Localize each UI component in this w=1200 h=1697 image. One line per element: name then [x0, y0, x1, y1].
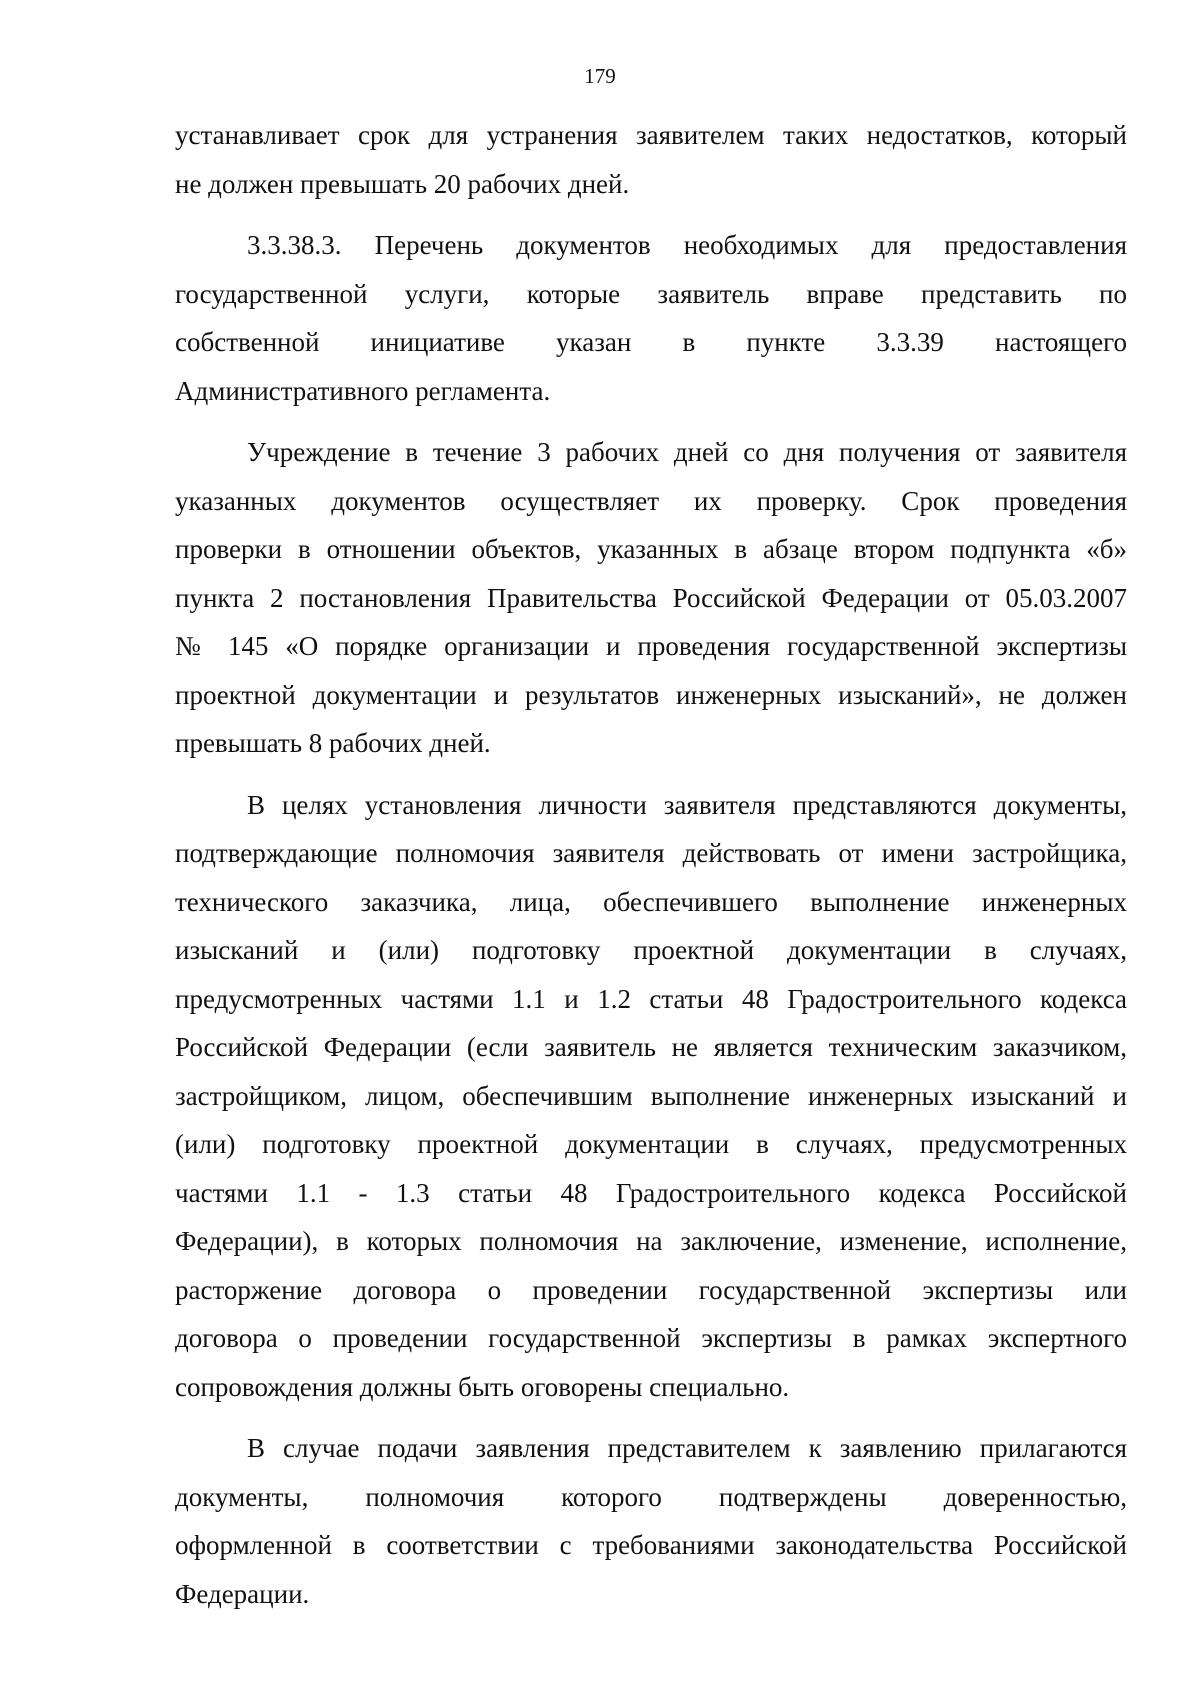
text-line: изысканий и (или) подготовку проектной документации в случаях, [175, 935, 1127, 965]
text-line: превышать 8 рабочих дней. [175, 728, 491, 758]
text-line: Российской Федерации (если заявитель не является техническим заказчиком, [175, 1032, 1127, 1062]
text-line: пункта 2 постановления Правительства Российской Федерации от 05.03.2007 [175, 582, 1127, 613]
text-line: подтверждающие полномочия заявителя действовать от имени застройщика, [175, 838, 1127, 868]
text-line: Учреждение в течение 3 рабочих дней со дня получения от заявителя [247, 437, 1127, 467]
text-line: В целях установления личности заявителя представляются документы, [247, 789, 1127, 820]
text-line: Федерации), в которых полномочия на заключение, изменение, исполнение, [175, 1226, 1127, 1256]
text-line: оформленной в соответствии с требованиями законодательства Российской [175, 1530, 1127, 1560]
text-line: застройщиком, лицом, обеспечившим выполнение инженерных изысканий и [175, 1080, 1127, 1111]
text-line: документы, полномочия которого подтверждены доверенностью, [175, 1481, 1127, 1512]
text-line: предусмотренных частями 1.1 и 1.2 статьи 48 Градостроительного кодекса [175, 983, 1127, 1014]
text-line: В случае подачи заявления представителем к заявлению прилагаются [247, 1433, 1127, 1463]
page-number: 179 [584, 64, 616, 88]
text-line: Административного регламента. [175, 375, 551, 406]
text-line: расторжение договора о проведении государственной экспертизы или [175, 1274, 1127, 1305]
text-line: частями 1.1 - 1.3 статьи 48 Градостроительного кодекса Российской [175, 1177, 1127, 1208]
document-body [175, 111, 1127, 1618]
text-line: устанавливает срок для устранения заявителем таких недостатков, который [175, 120, 1127, 150]
text-line: государственной услуги, которые заявитель вправе представить по [175, 278, 1127, 309]
text-line: проверки в отношении объектов, указанных в абзаце втором подпункта «б» [175, 534, 1127, 564]
text-line: № 145 «О порядке организации и проведения государственной экспертизы [175, 631, 1127, 661]
paragraph-identity [175, 781, 1127, 1412]
text-line: (или) подготовку проектной документации в случаях, предусмотренных [175, 1129, 1127, 1159]
paragraph-institution-check [175, 428, 1127, 768]
text-line: собственной инициативе указан в пункте 3.3.39 настоящего [175, 327, 1127, 357]
text-line: договора о проведении государственной экспертизы в рамках экспертного [175, 1323, 1127, 1353]
text-line: Федерации. [175, 1578, 310, 1609]
paragraph-representative [175, 1424, 1127, 1618]
text-line: 3.3.38.3. Перечень документов необходимых для предоставления [247, 230, 1127, 260]
paragraph-continuation [175, 111, 1127, 208]
text-line: не должен превышать 20 рабочих дней. [175, 168, 630, 199]
text-line: проектной документации и результатов инженерных изысканий», не должен [175, 679, 1127, 710]
text-line: технического заказчика, лица, обеспечившего выполнение инженерных [175, 886, 1127, 917]
text-line: указанных документов осуществляет их проверку. Срок проведения [175, 485, 1127, 516]
paragraph-clause-3-3-38-3 [175, 221, 1127, 415]
text-line: сопровождения должны быть оговорены специально. [175, 1371, 790, 1402]
